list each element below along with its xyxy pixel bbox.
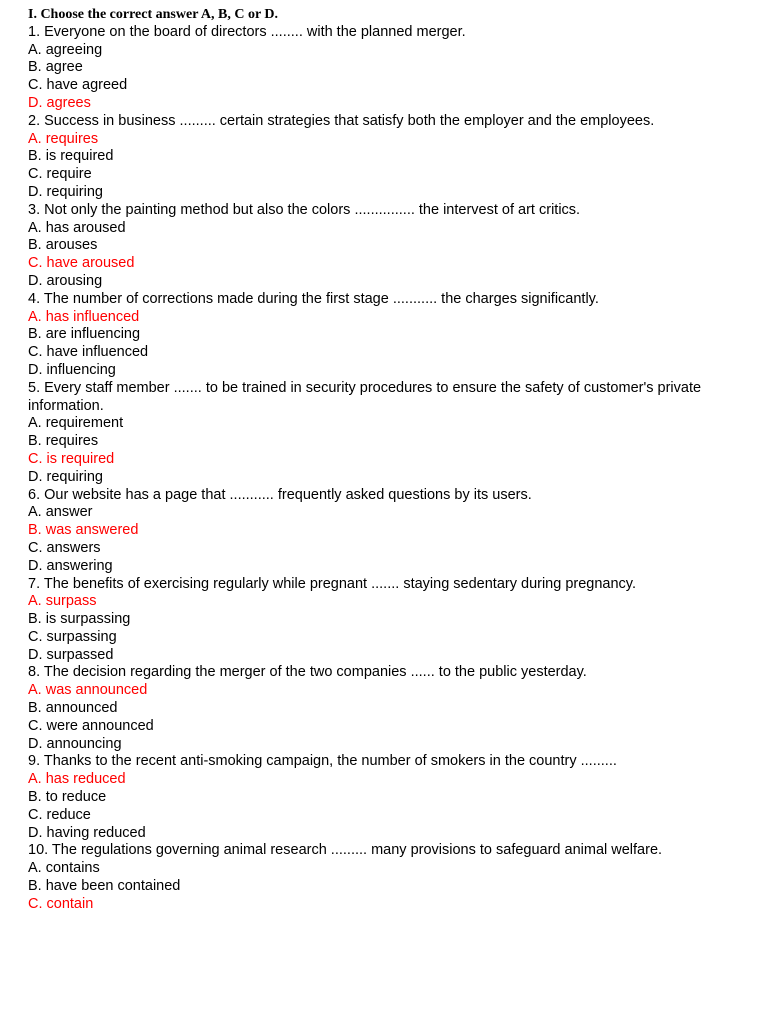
question-stem: 8. The decision regarding the merger of the two companies ...... to the public yesterday. [28, 664, 587, 681]
answer-option-correct: B. was answered [28, 522, 139, 539]
answer-option: B. agree [28, 59, 83, 76]
answer-option: C. have agreed [28, 77, 128, 94]
answer-option: C. require [28, 166, 92, 183]
question-stem: 3. Not only the painting method but also the colors ............... the intervest of art critics. [28, 201, 581, 218]
question-block [28, 753, 758, 842]
answer-option: B. are influencing [28, 326, 141, 343]
question-stem: 2. Success in business ......... certain strategies that satisfy both the employer and the employees. [28, 112, 655, 129]
question-stem: 7. The benefits of exercising regularly while pregnant ....... staying sedentary during pregnancy. [28, 575, 637, 592]
answer-option: A. has aroused [28, 219, 126, 236]
exercise-heading: I. Choose the correct answer A, B, C or D. [28, 7, 279, 22]
question-block [28, 113, 758, 202]
answer-option: C. have influenced [28, 344, 149, 361]
answer-option: D. having reduced [28, 824, 146, 841]
answer-option: A. requirement [28, 415, 124, 432]
answer-option: B. have been contained [28, 878, 181, 895]
answer-option-correct: A. has influenced [28, 308, 140, 325]
answer-option: C. surpassing [28, 628, 117, 645]
answer-option: C. were announced [28, 717, 154, 734]
question-stem: 10. The regulations governing animal research ......... many provisions to safeguard animal welfare. [28, 842, 663, 859]
answer-option-correct: C. have aroused [28, 255, 135, 272]
answer-option: B. to reduce [28, 789, 107, 806]
question-stem: 6. Our website has a page that ........... frequently asked questions by its users. [28, 486, 532, 503]
answer-option: B. requires [28, 433, 99, 450]
question-block [28, 664, 758, 753]
answer-option-correct: C. contain [28, 895, 94, 912]
exercise-document [28, 6, 758, 914]
answer-option: A. contains [28, 860, 100, 877]
answer-option: B. is surpassing [28, 611, 131, 628]
question-block [28, 24, 758, 113]
answer-option-correct: A. requires [28, 130, 99, 147]
question-list [28, 24, 758, 914]
question-stem: 1. Everyone on the board of directors ........ with the planned merger. [28, 23, 466, 40]
answer-option-correct: C. is required [28, 450, 115, 467]
answer-option: D. requiring [28, 468, 103, 485]
answer-option: D. requiring [28, 183, 103, 200]
question-stem: 5. Every staff member ....... to be trained in security procedures to ensure the safety of customer's private information. [28, 379, 702, 414]
answer-option: D. arousing [28, 272, 103, 289]
answer-option-correct: D. agrees [28, 94, 91, 111]
answer-option: A. answer [28, 504, 93, 521]
question-stem: 4. The number of corrections made during the first stage ........... the charges significantly. [28, 290, 599, 307]
answer-option: D. answering [28, 557, 113, 574]
answer-option: C. reduce [28, 806, 91, 823]
answer-option: D. announcing [28, 735, 122, 752]
question-block [28, 842, 758, 913]
question-stem: 9. Thanks to the recent anti-smoking campaign, the number of smokers in the country ......... [28, 753, 617, 770]
answer-option-correct: A. has reduced [28, 771, 126, 788]
answer-option: B. is required [28, 148, 114, 165]
answer-option-correct: A. was announced [28, 682, 148, 699]
question-block [28, 576, 758, 665]
answer-option: C. answers [28, 539, 101, 556]
answer-option: B. announced [28, 700, 118, 717]
question-block [28, 487, 758, 576]
answer-option: B. arouses [28, 237, 98, 254]
answer-option: D. influencing [28, 361, 116, 378]
answer-option: A. agreeing [28, 41, 103, 58]
question-block [28, 202, 758, 291]
answer-option-correct: A. surpass [28, 593, 97, 610]
question-block [28, 380, 758, 487]
answer-option: D. surpassed [28, 646, 114, 663]
question-block [28, 291, 758, 380]
